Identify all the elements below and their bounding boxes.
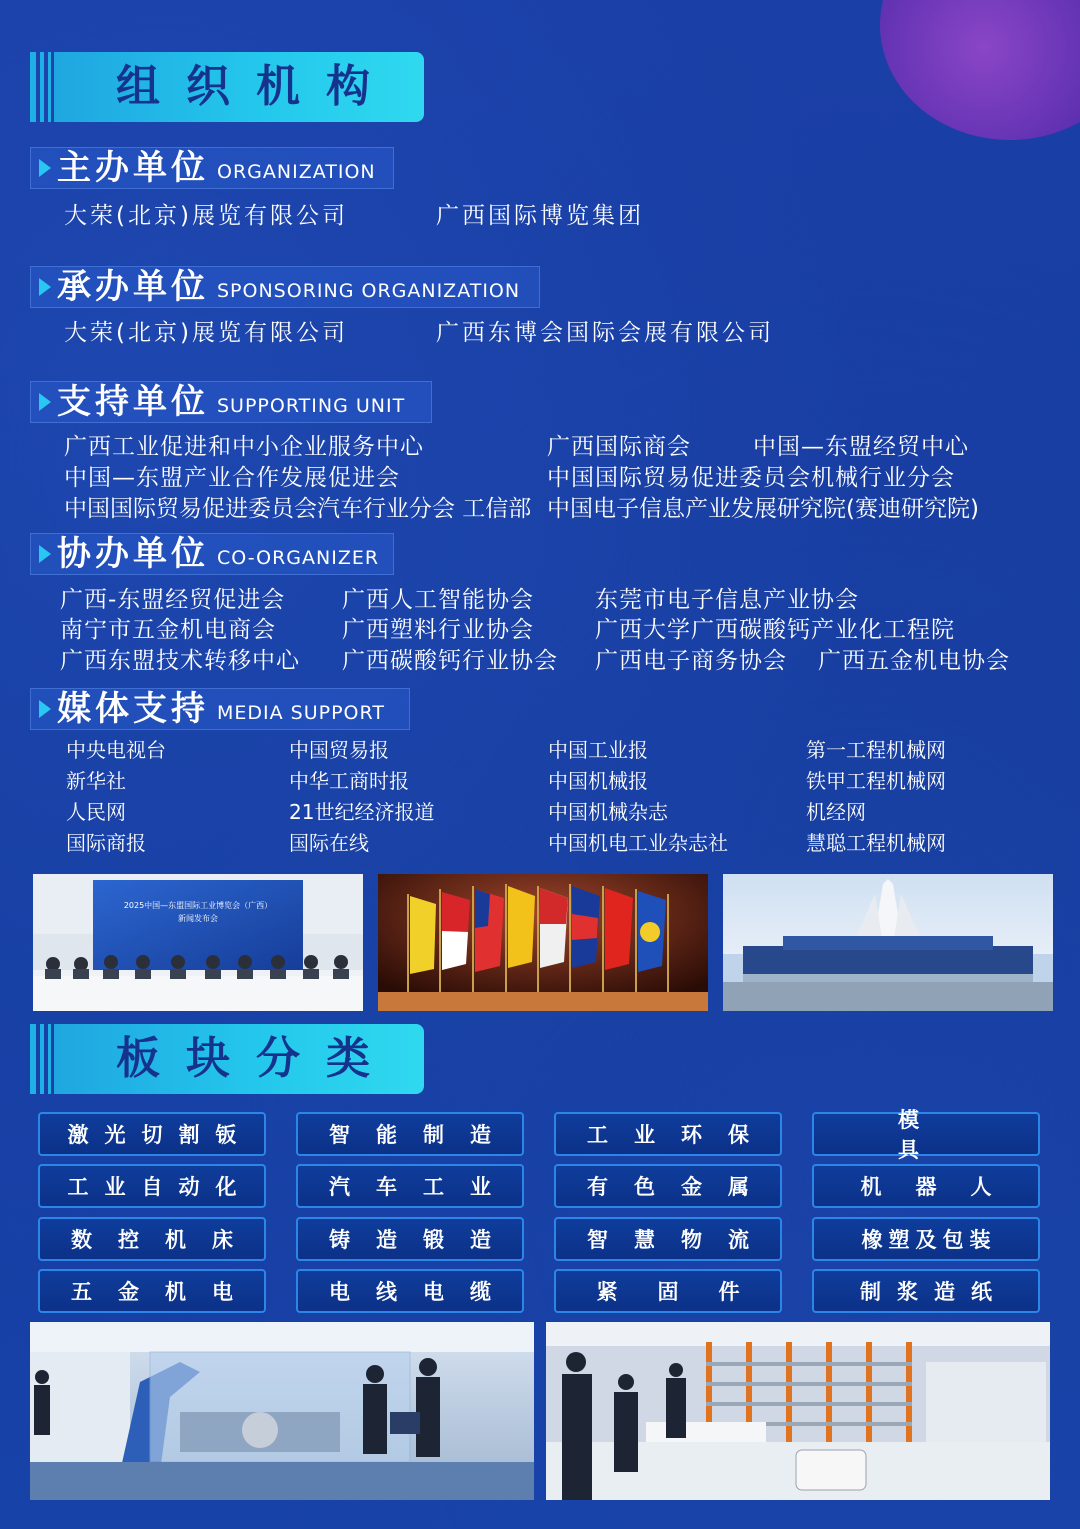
flags-photo [378, 874, 708, 1011]
coorganizer-item: 广西-东盟经贸促进会 [60, 587, 286, 613]
arrow-icon [39, 393, 51, 411]
coorganizer-item: 广西塑料行业协会 [342, 617, 534, 643]
category-tile [554, 1217, 782, 1261]
category-label: 模具 [898, 1108, 1003, 1162]
support-item: 广西工业促进和中小企业服务中心 [64, 434, 424, 460]
section-title-organization: 组织机构 [116, 61, 396, 112]
category-label: 制浆造纸 [860, 1280, 1008, 1304]
support-item: 广西国际商会 [547, 434, 691, 460]
coorganizer-item: 南宁市五金机电商会 [60, 617, 276, 643]
press-banner-title: 2025中国—东盟国际工业博览会（广西） [123, 901, 273, 910]
arrow-icon [39, 159, 51, 177]
category-label: 铸造锻造 [329, 1228, 517, 1252]
support-item: 中国—东盟产业合作发展促进会 [64, 465, 400, 491]
warehouse-logistics-photo [546, 1322, 1050, 1500]
category-label: 电线电缆 [329, 1280, 517, 1304]
media-item: 国际商报 [66, 831, 146, 855]
arrow-icon [39, 545, 51, 563]
coorganizer-item: 广西电子商务协会 [595, 648, 787, 674]
media-item: 中央电视台 [66, 738, 166, 762]
subhead-media [30, 688, 410, 730]
category-tile [38, 1164, 266, 1208]
media-item: 新华社 [66, 769, 126, 793]
media-item: 机经网 [806, 800, 866, 824]
section-banner-organization [30, 52, 424, 122]
media-item: 中国贸易报 [289, 738, 389, 762]
subhead-support [30, 381, 432, 423]
arrow-icon [39, 278, 51, 296]
subhead-media-zh: 媒体支持 [57, 689, 209, 729]
subhead-organizer-zh: 承办单位 [57, 267, 209, 307]
media-item: 21世纪经济报道 [289, 800, 435, 824]
coorganizer-item: 东莞市电子信息产业协会 [595, 587, 859, 613]
press-banner-sub: 新闻发布会 [178, 914, 218, 923]
convention-center-photo [723, 874, 1053, 1011]
category-tile [554, 1269, 782, 1313]
coorganizer-item: 广西东盟技术转移中心 [60, 648, 300, 674]
support-item: 中国电子信息产业发展研究院(赛迪研究院) [547, 496, 979, 522]
category-label: 智慧物流 [587, 1228, 775, 1252]
category-label: 智能制造 [329, 1123, 517, 1147]
category-label: 橡塑及包装 [861, 1228, 997, 1252]
host-item: 大荣(北京)展览有限公司 [64, 203, 348, 229]
category-tile [38, 1112, 266, 1156]
support-item: 中国—东盟经贸中心 [753, 434, 969, 460]
media-item: 中国机械杂志 [548, 800, 668, 824]
coorganizer-item: 广西人工智能协会 [342, 587, 534, 613]
arrow-icon [39, 700, 51, 718]
media-item: 中华工商时报 [289, 769, 409, 793]
category-tile [296, 1112, 524, 1156]
category-tile [38, 1269, 266, 1313]
category-label: 有色金属 [587, 1175, 775, 1199]
category-tile [554, 1164, 782, 1208]
media-item: 中国机电工业杂志社 [548, 831, 728, 855]
corner-decoration [880, 0, 1080, 140]
category-tile [812, 1269, 1040, 1313]
media-item: 中国工业报 [548, 738, 648, 762]
banner-stripes [30, 1024, 54, 1094]
media-item: 铁甲工程机械网 [806, 769, 946, 793]
category-label: 工业环保 [587, 1123, 775, 1147]
robot-exhibition-photo [30, 1322, 534, 1500]
support-item: 中国国际贸易促进委员会汽车行业分会 工信部 [64, 496, 532, 522]
category-tile [296, 1164, 524, 1208]
media-item: 中国机械报 [548, 769, 648, 793]
category-tile [38, 1217, 266, 1261]
section-banner-categories [30, 1024, 424, 1094]
coorganizer-item: 广西五金机电协会 [818, 648, 1010, 674]
category-tile [554, 1112, 782, 1156]
category-label: 汽车工业 [329, 1175, 517, 1199]
category-tile [812, 1217, 1040, 1261]
media-item: 第一工程机械网 [806, 738, 946, 762]
category-label: 激光切割钣 [67, 1123, 253, 1147]
subhead-organizer-en: SPONSORING ORGANIZATION [217, 280, 521, 302]
subhead-media-en: MEDIA SUPPORT [217, 702, 385, 724]
media-item: 人民网 [66, 800, 126, 824]
subhead-coorganizer-zh: 协办单位 [57, 534, 209, 574]
subhead-coorganizer-en: CO-ORGANIZER [217, 547, 380, 569]
coorganizer-item: 广西大学广西碳酸钙产业化工程院 [595, 617, 955, 643]
category-label: 五金机电 [71, 1280, 259, 1304]
category-label: 数控机床 [71, 1228, 259, 1252]
host-item: 广西国际博览集团 [436, 203, 644, 229]
category-label: 工业自动化 [67, 1175, 253, 1199]
category-label: 机器人 [860, 1175, 1026, 1199]
subhead-host [30, 147, 394, 189]
section-title-categories: 板块分类 [116, 1033, 396, 1084]
category-tile [812, 1164, 1040, 1208]
subhead-support-en: SUPPORTING UNIT [217, 395, 406, 417]
support-item: 中国国际贸易促进委员会机械行业分会 [547, 465, 955, 491]
organizer-item: 广西东博会国际会展有限公司 [436, 320, 774, 346]
subhead-support-zh: 支持单位 [57, 382, 209, 422]
category-label: 紧固件 [596, 1280, 780, 1304]
organizer-item: 大荣(北京)展览有限公司 [64, 320, 348, 346]
media-item: 国际在线 [289, 831, 369, 855]
media-item: 慧聪工程机械网 [806, 831, 946, 855]
banner-stripes [30, 52, 54, 122]
category-tile [296, 1269, 524, 1313]
subhead-coorganizer [30, 533, 394, 575]
category-tile [296, 1217, 524, 1261]
subhead-host-en: ORGANIZATION [217, 161, 376, 183]
category-tile [812, 1108, 1040, 1162]
press-conference-photo [33, 874, 363, 1011]
subhead-organizer [30, 266, 540, 308]
coorganizer-item: 广西碳酸钙行业协会 [342, 648, 558, 674]
subhead-host-zh: 主办单位 [57, 148, 209, 188]
